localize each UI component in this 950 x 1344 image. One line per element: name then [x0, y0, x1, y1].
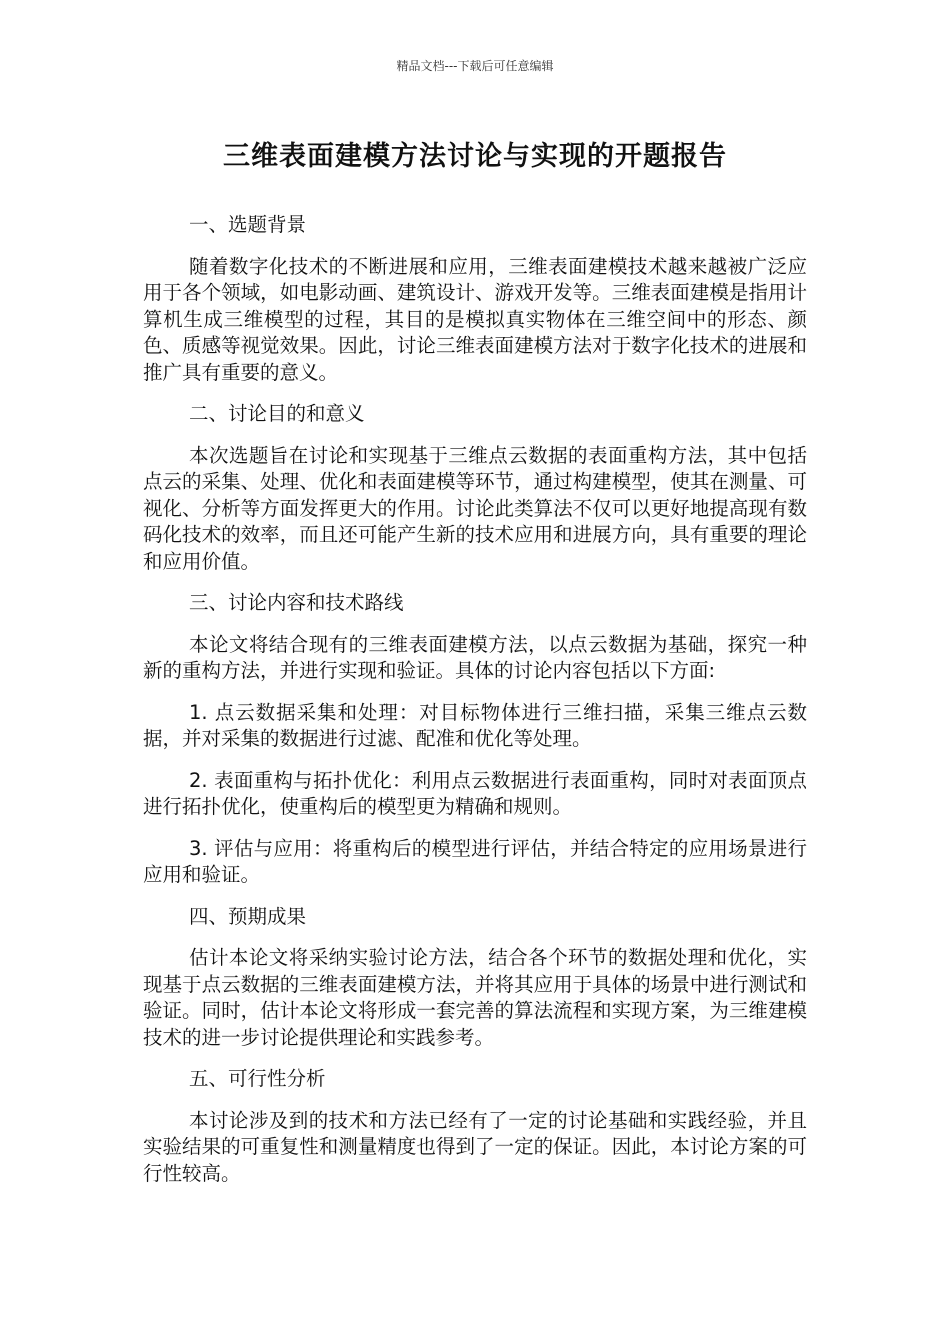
- section-heading: 三、讨论内容和技术路线: [189, 591, 404, 614]
- list-item: 2. 表面重构与拓扑优化：利用点云数据进行表面重构，同时对表面顶点进行拓扑优化，使重构后的模型更为精确和规则。: [143, 768, 807, 818]
- list-item: 1. 点云数据采集和处理：对目标物体进行三维扫描，采集三维点云数据，并对采集的数据进行过滤、配准和优化等处理。: [143, 700, 807, 750]
- paragraph: 本次选题旨在讨论和实现基于三维点云数据的表面重构方法，其中包括点云的采集、处理、优化和表面建模等环节，通过构建模型，使其在测量、可视化、分析等方面发挥更大的作用。讨论此类算法不仅可以更好地提高现有数码化技术的效率，而且还可能产生新的技术应用和进展方向，具有重要的理论和应用价值。: [143, 443, 807, 573]
- section-heading: 四、预期成果: [189, 904, 307, 928]
- document-title: 三维表面建模方法讨论与实现的开题报告: [223, 141, 727, 172]
- document-body: [143, 212, 807, 1202]
- paragraph: 本讨论涉及到的技术和方法已经有了一定的讨论基础和实践经验，并且实验结果的可重复性和测量精度也得到了一定的保证。因此，本讨论方案的可行性较高。: [143, 1108, 807, 1185]
- section-heading: 二、讨论目的和意义: [189, 402, 365, 425]
- section-heading: 五、可行性分析: [189, 1067, 326, 1090]
- paragraph: 估计本论文将采纳实验讨论方法，结合各个环节的数据处理和优化，实现基于点云数据的三维表面建模方法，并将其应用于具体的场景中进行测试和验证。同时，估计本论文将形成一套完善的算法流程和实现方案，为三维建模技术的进一步讨论提供理论和实践参考。: [143, 946, 807, 1049]
- section-heading: 一、选题背景: [189, 213, 307, 236]
- paragraph: 随着数字化技术的不断进展和应用，三维表面建模技术越来越被广泛应用于各个领域，如电影动画、建筑设计、游戏开发等。三维表面建模是指用计算机生成三维模型的过程，其目的是模拟真实物体在三维空间中的形态、颜色、质感等视觉效果。因此，讨论三维表面建模方法对于数字化技术的进展和推广具有重要的意义。: [143, 254, 807, 384]
- list-item: 3. 评估与应用：将重构后的模型进行评估，并结合特定的应用场景进行应用和验证。: [143, 836, 807, 886]
- header-note: 精品文档---下载后可任意编辑: [396, 59, 554, 73]
- paragraph: 本论文将结合现有的三维表面建模方法，以点云数据为基础，探究一种新的重构方法，并进行实现和验证。具体的讨论内容包括以下方面:: [143, 632, 807, 682]
